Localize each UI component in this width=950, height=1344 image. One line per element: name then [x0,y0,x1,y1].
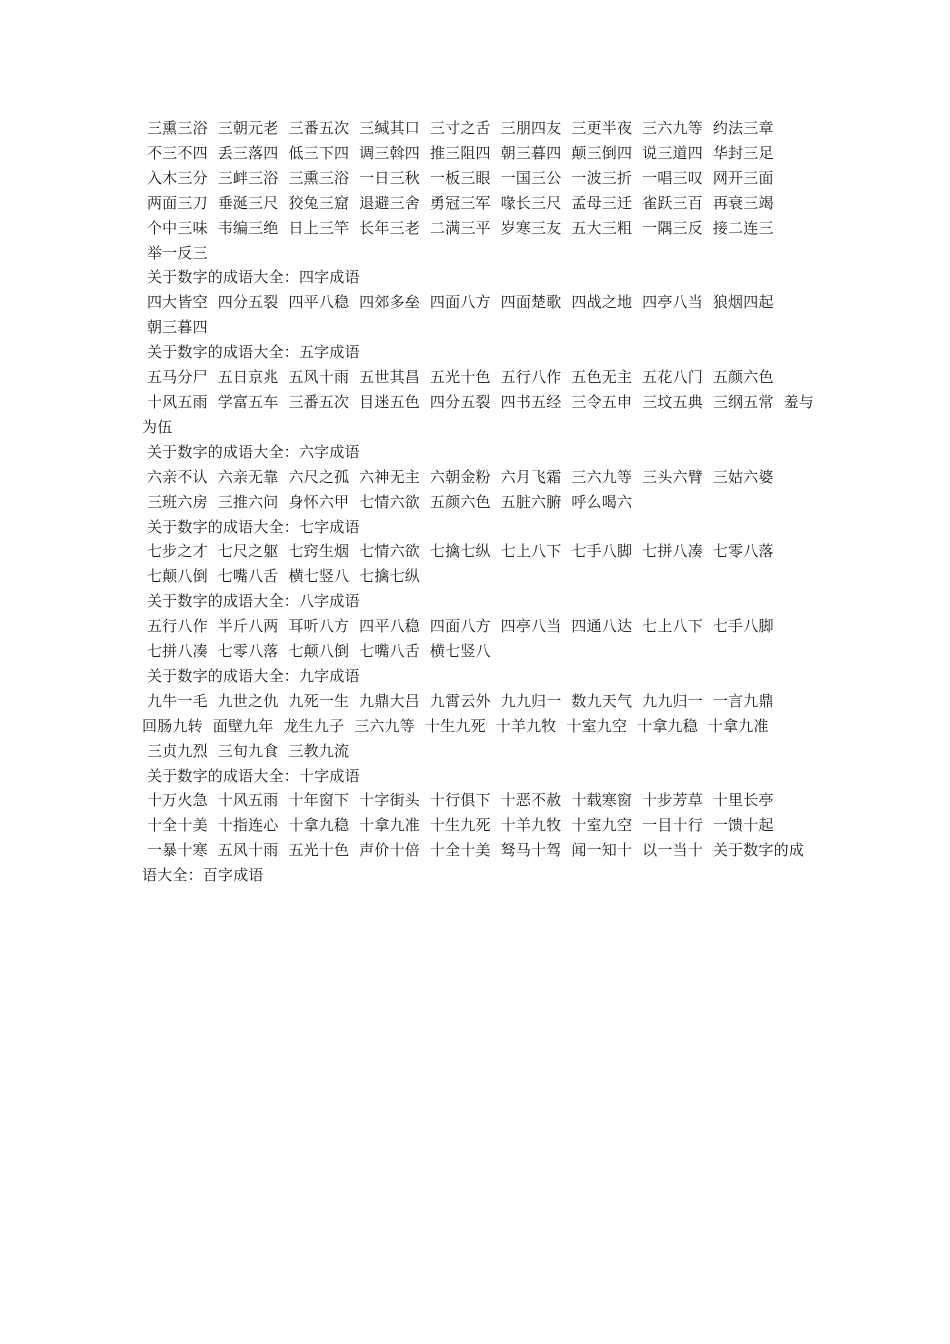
section-heading: 关于数字的成语大全：四字成语 [142,268,360,287]
idiom-line: 十全十美 十指连心 十拿九稳 十拿九准 十生九死 十羊九牧 十室九空 一目十行 一馈十起 [142,816,774,835]
idiom-line: 个中三味 韦编三绝 日上三竿 长年三老 二满三平 岁寒三友 五大三粗 一隅三反 接二连三 [142,218,774,237]
idiom-line: 六亲不认 六亲无靠 六尺之孤 六神无主 六朝金粉 六月飞霜 三六九等 三头六臂 三姑六婆 [142,467,774,486]
idiom-line: 十风五雨 学富五车 三番五次 目迷五色 四分五裂 四书五经 三令五申 三坟五典 三纲五常 羞与为伍 [142,392,814,436]
idiom-line: 五马分尸 五日京兆 五风十雨 五世其昌 五光十色 五行八作 五色无主 五花八门 五颜六色 [142,368,774,387]
idiom-line: 回肠九转 面壁九年 龙生九子 三六九等 十生九死 十羊九牧 十室九空 十拿九稳 十拿九准 [142,716,769,735]
idiom-line: 九牛一毛 九世之仇 九死一生 九鼎大吕 九霄云外 九九归一 数九天气 九九归一 一言九鼎 [142,691,774,710]
idiom-line: 举一反三 [142,243,208,262]
idiom-line: 一暴十寒 五风十雨 五光十色 声价十倍 十全十美 驽马十驾 闻一知十 以一当十 关于数字的成语大全：百字成语 [142,841,805,885]
document-body [142,116,814,888]
idiom-line: 四大皆空 四分五裂 四平八稳 四郊多垒 四面八方 四面楚歌 四战之地 四亭八当 狼烟四起 [142,293,774,312]
idiom-line: 两面三刀 垂涎三尺 狡兔三窟 退避三舍 勇冠三军 喙长三尺 孟母三迁 雀跃三百 再衰三竭 [142,193,774,212]
idiom-line: 三熏三浴 三朝元老 三番五次 三缄其口 三寸之舌 三朋四友 三更半夜 三六九等 约法三章 [142,119,774,137]
idiom-line: 十万火急 十风五雨 十年窗下 十字街头 十行俱下 十恶不赦 十载寒窗 十步芳草 十里长亭 [142,791,774,810]
section-heading: 关于数字的成语大全：五字成语 [142,343,360,362]
section-heading: 关于数字的成语大全：七字成语 [142,517,360,536]
idiom-line: 三班六房 三推六问 身怀六甲 七情六欲 五颜六色 五脏六腑 呼么喝六 [142,492,633,511]
section-heading: 关于数字的成语大全：十字成语 [142,766,360,785]
idiom-line: 七颠八倒 七嘴八舌 横七竖八 七擒七纵 [142,567,420,586]
idiom-line: 五行八作 半斤八两 耳听八方 四平八稳 四面八方 四亭八当 四通八达 七上八下 七手八脚 [142,617,774,636]
section-heading: 关于数字的成语大全：六字成语 [142,442,360,461]
section-heading: 关于数字的成语大全：九字成语 [142,666,360,685]
idiom-line: 七拼八凑 七零八落 七颠八倒 七嘴八舌 横七竖八 [142,642,491,661]
idiom-line: 不三不四 丢三落四 低三下四 调三斡四 推三阻四 朝三暮四 颠三倒四 说三道四 华封三足 [142,143,774,162]
idiom-line: 三贞九烈 三旬九食 三教九流 [142,741,350,760]
section-heading: 关于数字的成语大全：八字成语 [142,592,360,611]
idiom-line: 七步之才 七尺之躯 七窍生烟 七情六欲 七擒七纵 七上八下 七手八脚 七拼八凑 七零八落 [142,542,774,561]
idiom-line: 朝三暮四 [142,318,208,337]
idiom-line: 入木三分 三衅三浴 三熏三浴 一日三秋 一板三眼 一国三公 一波三折 一唱三叹 网开三面 [142,168,774,187]
